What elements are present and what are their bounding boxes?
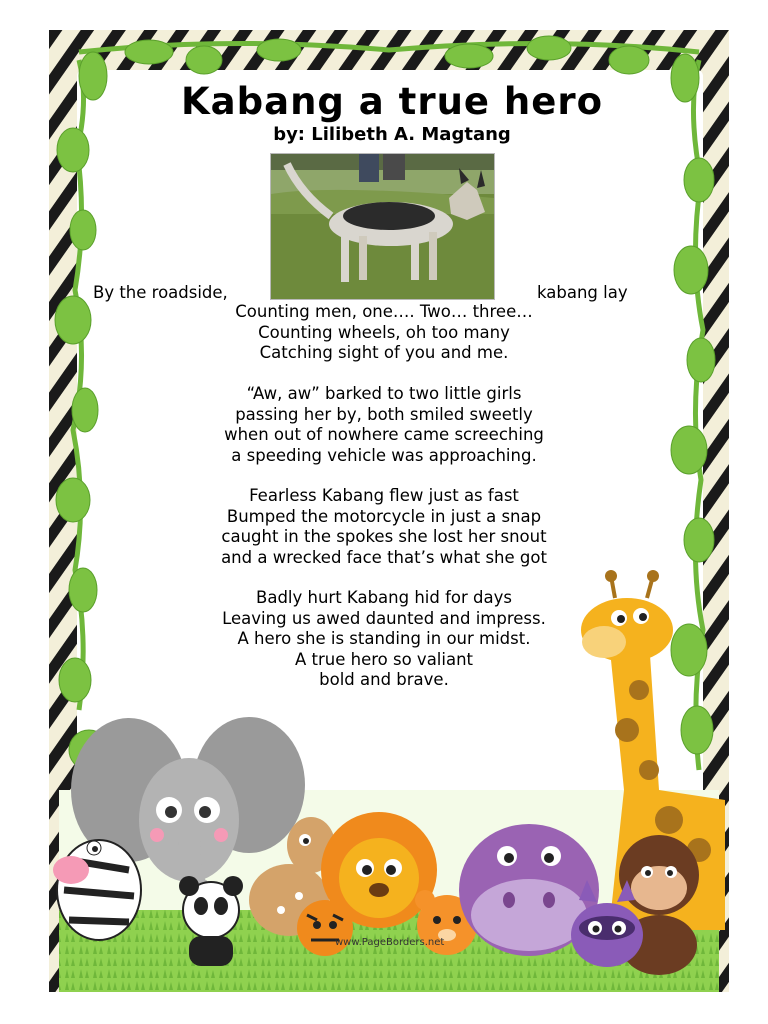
panda-illustration — [179, 876, 243, 966]
pageborders-watermark: www.PageBorders.net — [335, 937, 445, 948]
poem-line: A hero she is standing in our midst. — [237, 629, 531, 648]
poem-line: passing her by, both smiled sweetly — [235, 404, 533, 424]
poem-stanza-1 — [0, 302, 768, 364]
poem-first-line-left: By the roadside, — [93, 283, 228, 302]
poem-line: Counting wheels, oh too many — [258, 322, 510, 342]
zebra-illustration — [53, 840, 141, 940]
raccoon-illustration — [571, 880, 643, 967]
poem-line: and a wrecked face that’s what she got — [221, 547, 547, 567]
poem-line: A true hero so valiant — [294, 649, 474, 669]
poem-line: when out of nowhere came screeching — [224, 425, 544, 444]
poem-line: Catching sight of you and me. — [259, 343, 509, 362]
poem-stanza-3 — [0, 486, 768, 568]
poem-stanza-2 — [0, 384, 768, 466]
poem-first-line-right: kabang lay — [537, 283, 628, 302]
dog-photo — [270, 153, 495, 300]
dog-photo-image — [271, 154, 494, 299]
poem-line: Fearless Kabang flew just as fast — [249, 486, 519, 505]
poem-line: Bumped the motorcycle in just a snap — [226, 506, 542, 526]
poem-stanza-4 — [0, 588, 768, 691]
poem-line: a speeding vehicle was approaching. — [231, 445, 537, 465]
poem-line: bold and brave. — [319, 670, 449, 689]
poem-line: Leaving us awed daunted and impress. — [222, 608, 546, 628]
author-byline: by: Lilibeth A. Magtang — [273, 124, 511, 145]
poem-title: Kabang a true hero — [180, 80, 603, 123]
poem-line: “Aw, aw” barked to two little girls — [246, 384, 522, 403]
poem-line: caught in the spokes she lost her snout — [221, 527, 547, 546]
poem-line: Counting men, one…. Two… three… — [235, 302, 533, 321]
poem-line: Badly hurt Kabang hid for days — [256, 588, 512, 607]
